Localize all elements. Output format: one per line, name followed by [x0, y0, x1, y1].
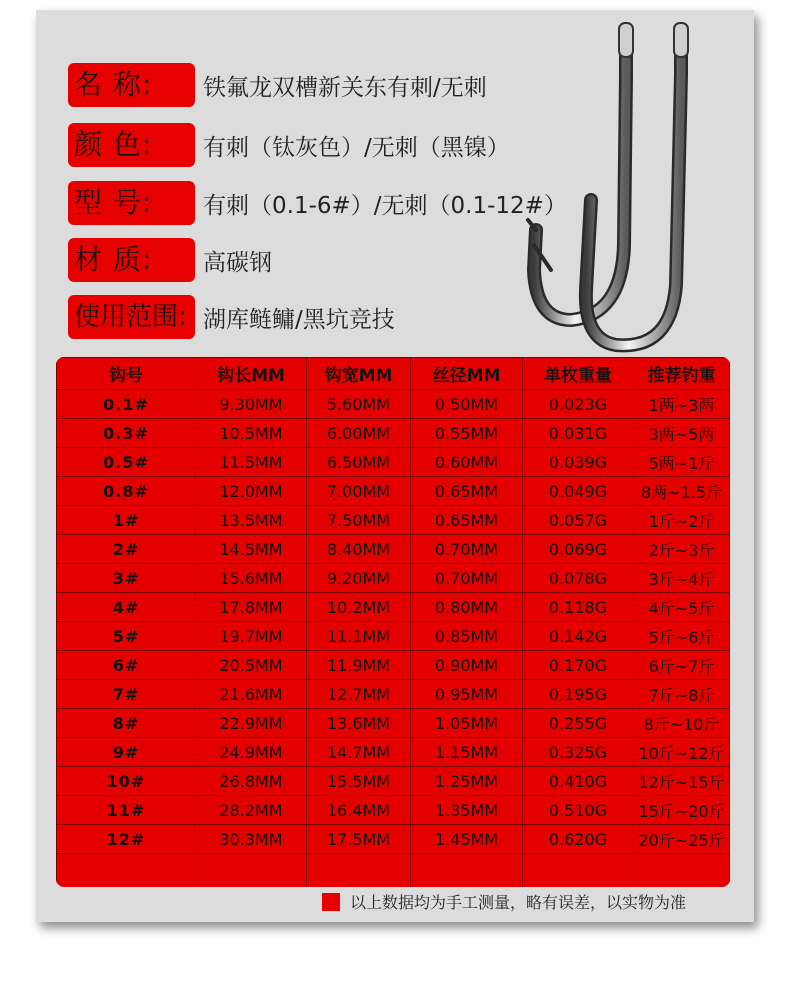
- cell-weight: 0.069G: [523, 535, 634, 564]
- cell-hook-size: 3#: [57, 564, 196, 593]
- info-value: 高碳钢: [203, 249, 272, 276]
- table-row: [57, 390, 730, 419]
- cell-wire: 1.05MM: [411, 709, 523, 738]
- table-row: [57, 477, 730, 506]
- table-row: [57, 506, 730, 535]
- cell-length: 14.5MM: [196, 535, 307, 564]
- cell-length: 21.6MM: [196, 680, 307, 709]
- cell-wire: 1.35MM: [411, 796, 523, 825]
- cell-width: 11.9MM: [307, 651, 411, 680]
- cell-wire: 0.70MM: [411, 564, 523, 593]
- cell-hook-size: 6#: [57, 651, 196, 680]
- hook-right-icon: [586, 23, 688, 345]
- cell-hook-size: 7#: [57, 680, 196, 709]
- table-row: [57, 796, 730, 825]
- empty-cell: [307, 854, 411, 888]
- cell-width: 13.6MM: [307, 709, 411, 738]
- cell-length: 12.0MM: [196, 477, 307, 506]
- cell-length: 19.7MM: [196, 622, 307, 651]
- label-text: 使用范围:: [74, 302, 187, 332]
- label-text: 颜 色:: [74, 128, 153, 161]
- info-row-color: [68, 123, 510, 167]
- cell-weight: 0.078G: [523, 564, 634, 593]
- cell-hook-size: 0.8#: [57, 477, 196, 506]
- cell-fish-weight: 15斤~20斤: [634, 796, 730, 825]
- cell-fish-weight: 5斤~6斤: [634, 622, 730, 651]
- info-label: [68, 63, 195, 107]
- cell-fish-weight: 8斤~10斤: [634, 709, 730, 738]
- info-label: [68, 123, 195, 167]
- cell-fish-weight: 3两~5两: [634, 419, 730, 448]
- table-row: [57, 448, 730, 477]
- product-spec-card: [36, 10, 754, 922]
- info-row-name: [68, 63, 487, 107]
- cell-wire: 0.80MM: [411, 593, 523, 622]
- empty-cell: [634, 854, 730, 888]
- cell-weight: 0.620G: [523, 825, 634, 854]
- cell-width: 15.5MM: [307, 767, 411, 796]
- table-row: [57, 825, 730, 854]
- empty-cell: [523, 854, 634, 888]
- cell-fish-weight: 2斤~3斤: [634, 535, 730, 564]
- table-row: [57, 593, 730, 622]
- cell-length: 24.9MM: [196, 738, 307, 767]
- cell-fish-weight: 1两~3两: [634, 390, 730, 419]
- empty-cell: [196, 854, 307, 888]
- cell-weight: 0.325G: [523, 738, 634, 767]
- cell-length: 20.5MM: [196, 651, 307, 680]
- column-header: 丝径MM: [411, 358, 523, 390]
- cell-hook-size: 9#: [57, 738, 196, 767]
- cell-wire: 0.65MM: [411, 506, 523, 535]
- cell-fish-weight: 6斤~7斤: [634, 651, 730, 680]
- cell-wire: 0.90MM: [411, 651, 523, 680]
- cell-hook-size: 5#: [57, 622, 196, 651]
- cell-width: 7.00MM: [307, 477, 411, 506]
- table-row: [57, 738, 730, 767]
- table-row: [57, 564, 730, 593]
- cell-width: 12.7MM: [307, 680, 411, 709]
- empty-cell: [57, 854, 196, 888]
- cell-weight: 0.410G: [523, 767, 634, 796]
- cell-hook-size: 0.1#: [57, 390, 196, 419]
- cell-length: 30.3MM: [196, 825, 307, 854]
- table-row: [57, 651, 730, 680]
- cell-fish-weight: 1斤~2斤: [634, 506, 730, 535]
- cell-hook-size: 1#: [57, 506, 196, 535]
- table-row: [57, 709, 730, 738]
- cell-fish-weight: 12斤~15斤: [634, 767, 730, 796]
- cell-width: 8.40MM: [307, 535, 411, 564]
- cell-width: 10.2MM: [307, 593, 411, 622]
- cell-wire: 0.60MM: [411, 448, 523, 477]
- cell-fish-weight: 7斤~8斤: [634, 680, 730, 709]
- table-header-row: [57, 358, 730, 390]
- cell-width: 5.60MM: [307, 390, 411, 419]
- cell-hook-size: 8#: [57, 709, 196, 738]
- cell-wire: 0.55MM: [411, 419, 523, 448]
- cell-length: 15.6MM: [196, 564, 307, 593]
- cell-weight: 0.255G: [523, 709, 634, 738]
- note-text: 以上数据均为手工测量，略有误差，以实物为准: [350, 893, 687, 912]
- cell-fish-weight: 3斤~4斤: [634, 564, 730, 593]
- column-header: 钩宽MM: [307, 358, 411, 390]
- cell-hook-size: 12#: [57, 825, 196, 854]
- cell-width: 16.4MM: [307, 796, 411, 825]
- cell-wire: 0.65MM: [411, 477, 523, 506]
- table-row: [57, 535, 730, 564]
- column-header: 钩号: [57, 358, 196, 390]
- cell-fish-weight: 20斤~25斤: [634, 825, 730, 854]
- column-header: 钩长MM: [196, 358, 307, 390]
- table-row-empty: [57, 854, 730, 888]
- cell-wire: 0.70MM: [411, 535, 523, 564]
- info-row-material: [68, 238, 272, 282]
- cell-weight: 0.510G: [523, 796, 634, 825]
- info-row-usage: [68, 295, 395, 339]
- cell-length: 28.2MM: [196, 796, 307, 825]
- cell-width: 9.20MM: [307, 564, 411, 593]
- empty-cell: [411, 854, 523, 888]
- cell-fish-weight: 10斤~12斤: [634, 738, 730, 767]
- info-label: [68, 295, 195, 339]
- cell-weight: 0.057G: [523, 506, 634, 535]
- info-value: 铁氟龙双槽新关东有刺/无刺: [203, 74, 487, 101]
- cell-fish-weight: 5两~1斤: [634, 448, 730, 477]
- cell-weight: 0.195G: [523, 680, 634, 709]
- cell-hook-size: 11#: [57, 796, 196, 825]
- column-header: 推荐钓重: [634, 358, 730, 390]
- table-row: [57, 622, 730, 651]
- table-row: [57, 680, 730, 709]
- column-header: 单枚重量: [523, 358, 634, 390]
- cell-length: 13.5MM: [196, 506, 307, 535]
- info-label: [68, 238, 195, 282]
- info-label: [68, 181, 195, 225]
- table-body: [57, 390, 730, 888]
- cell-weight: 0.023G: [523, 390, 634, 419]
- cell-length: 10.5MM: [196, 419, 307, 448]
- cell-hook-size: 0.5#: [57, 448, 196, 477]
- cell-width: 6.50MM: [307, 448, 411, 477]
- cell-wire: 0.95MM: [411, 680, 523, 709]
- fish-hooks-image: [476, 15, 736, 360]
- cell-fish-weight: 4斤~5斤: [634, 593, 730, 622]
- cell-width: 6.00MM: [307, 419, 411, 448]
- info-value: 有刺（钛灰色）/无刺（黑镍）: [203, 134, 510, 161]
- cell-wire: 1.25MM: [411, 767, 523, 796]
- cell-weight: 0.142G: [523, 622, 634, 651]
- label-text: 型 号:: [74, 186, 153, 219]
- info-value: 有刺（0.1-6#）/无刺（0.1-12#）: [203, 192, 567, 219]
- cell-wire: 0.50MM: [411, 390, 523, 419]
- table-row: [57, 419, 730, 448]
- cell-wire: 0.85MM: [411, 622, 523, 651]
- cell-width: 7.50MM: [307, 506, 411, 535]
- cell-weight: 0.118G: [523, 593, 634, 622]
- table-row: [57, 767, 730, 796]
- label-text: 材 质:: [74, 243, 153, 276]
- measurement-note: [322, 890, 686, 913]
- cell-hook-size: 10#: [57, 767, 196, 796]
- cell-fish-weight: 8两~1.5斤: [634, 477, 730, 506]
- spec-table: [56, 357, 730, 887]
- cell-width: 17.5MM: [307, 825, 411, 854]
- cell-hook-size: 2#: [57, 535, 196, 564]
- cell-wire: 1.45MM: [411, 825, 523, 854]
- red-square-icon: [322, 893, 340, 911]
- cell-length: 26.8MM: [196, 767, 307, 796]
- cell-weight: 0.170G: [523, 651, 634, 680]
- cell-hook-size: 4#: [57, 593, 196, 622]
- cell-length: 9.30MM: [196, 390, 307, 419]
- info-value: 湖库鲢鳙/黑坑竞技: [203, 306, 395, 333]
- cell-width: 14.7MM: [307, 738, 411, 767]
- cell-hook-size: 0.3#: [57, 419, 196, 448]
- cell-weight: 0.049G: [523, 477, 634, 506]
- cell-length: 11.5MM: [196, 448, 307, 477]
- cell-length: 22.9MM: [196, 709, 307, 738]
- cell-width: 11.1MM: [307, 622, 411, 651]
- cell-weight: 0.039G: [523, 448, 634, 477]
- cell-wire: 1.15MM: [411, 738, 523, 767]
- cell-weight: 0.031G: [523, 419, 634, 448]
- label-text: 名 称:: [74, 68, 153, 101]
- cell-length: 17.8MM: [196, 593, 307, 622]
